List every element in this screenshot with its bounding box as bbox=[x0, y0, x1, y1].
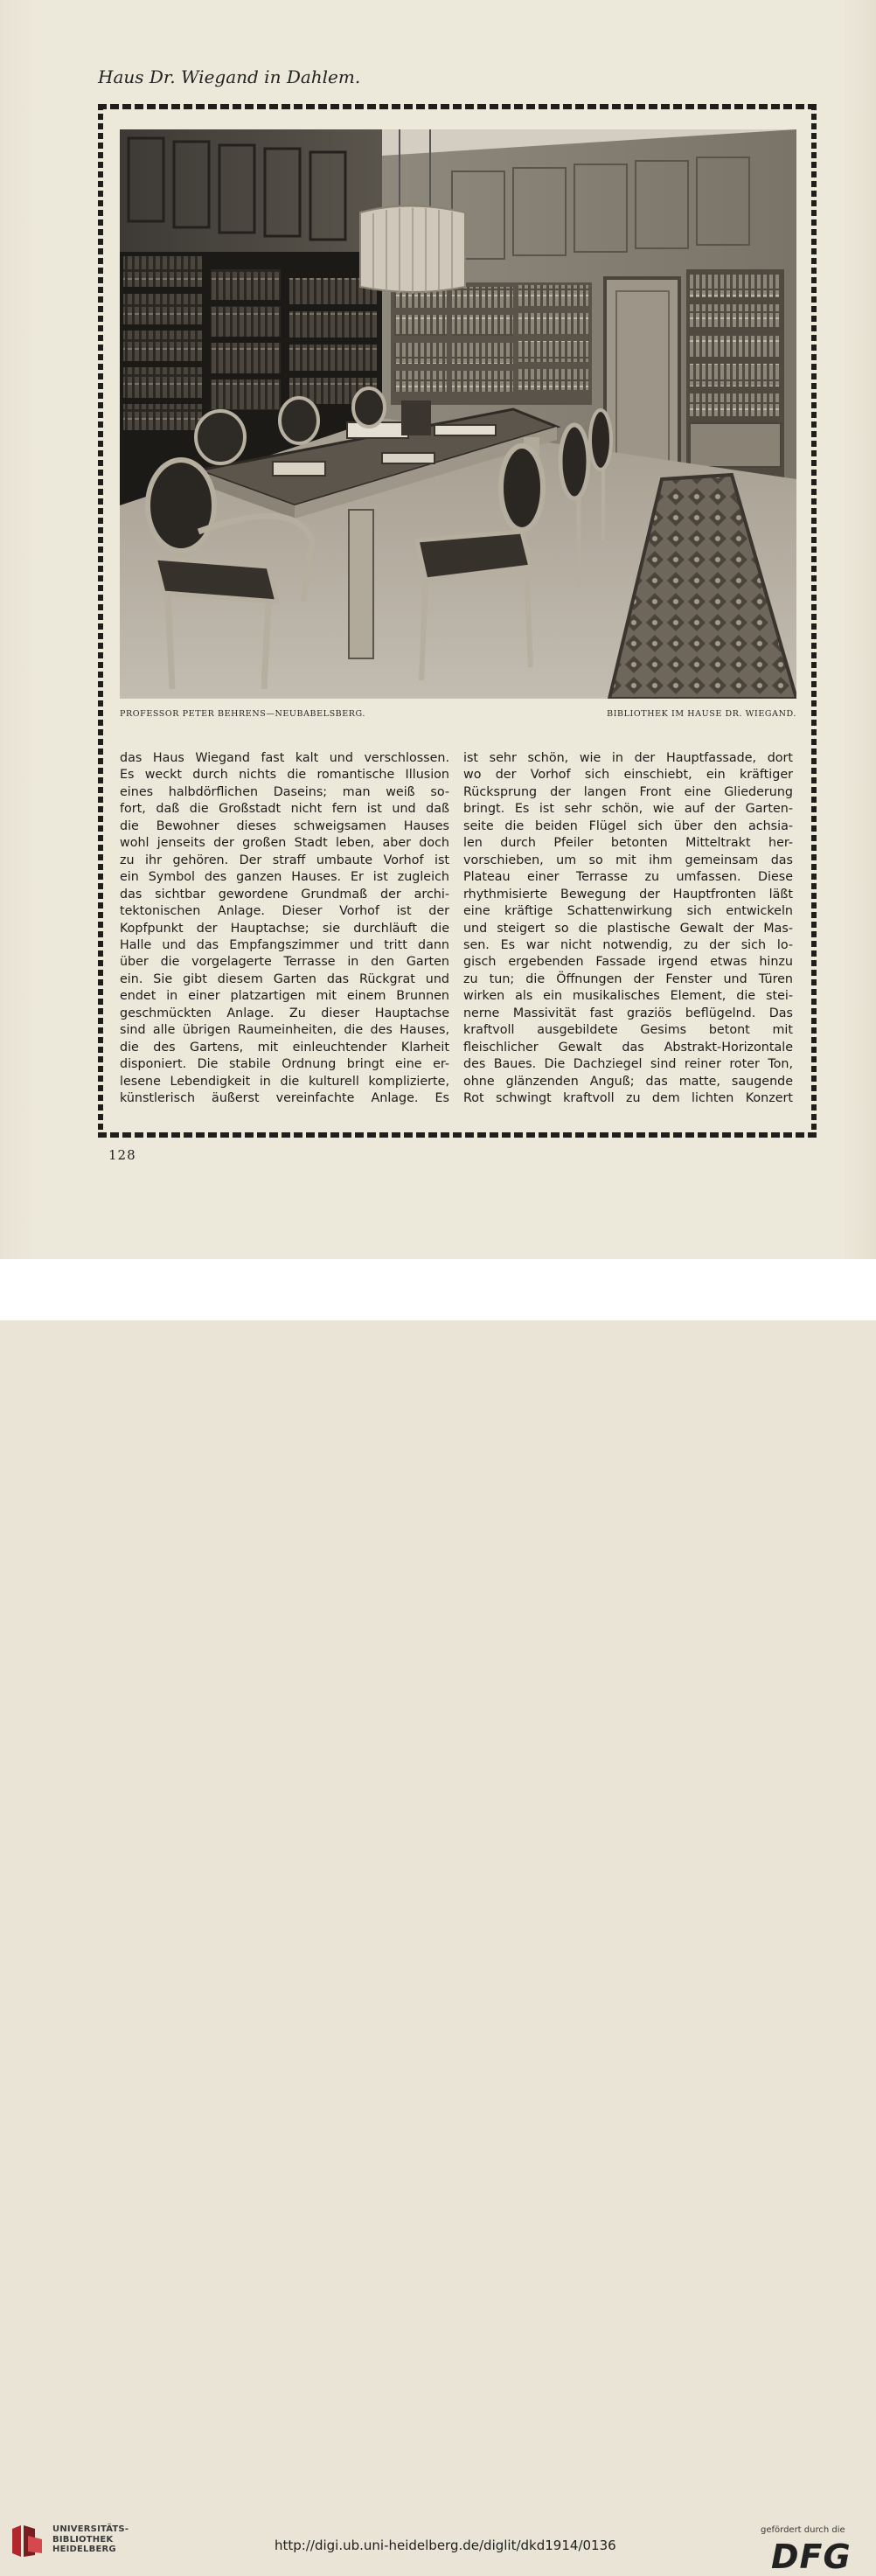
text-line: Plateau einer Terrasse zu umfassen. Diese bbox=[463, 870, 793, 885]
text-line: fort, daß die Großstadt nicht fern ist und daß bbox=[120, 802, 449, 817]
university-library-logo-icon bbox=[9, 2522, 47, 2560]
text-line: bringt. Es ist sehr schön, wie auf der Garten- bbox=[463, 802, 793, 817]
text-line: ohne glänzenden Anguß; das matte, saugende bbox=[463, 1074, 793, 1089]
text-line: wo der Vorhof sich einschiebt, ein kräftiger bbox=[463, 768, 793, 783]
library-name-line-1: UNIVERSITÄTS- bbox=[52, 2524, 129, 2534]
text-line: disponiert. Die stabile Ordnung bringt eine er- bbox=[120, 1057, 449, 1072]
permalink-url[interactable]: http://digi.ub.uni-heidelberg.de/diglit/dkd1914/0136 bbox=[275, 2538, 616, 2553]
frame-left bbox=[98, 104, 103, 1138]
text-line: zu ihr gehören. Der straff umbaute Vorhof ist bbox=[120, 853, 449, 867]
text-line: das sichtbar gewordene Grundmaß der archi- bbox=[120, 887, 449, 902]
text-line: wirken als ein musikalisches Element, die stei- bbox=[463, 989, 793, 1004]
text-line: rhythmisierte Bewegung der Hauptfronten läßt bbox=[463, 887, 793, 902]
library-name-line-2: BIBLIOTHEK bbox=[52, 2534, 114, 2545]
text-line: wohl jenseits der großen Stadt leben, aber doch bbox=[120, 836, 449, 851]
text-line: Rücksprung der langen Front eine Gliederung bbox=[463, 784, 793, 799]
text-line: nerne Massivität fast graziös beflügelnd. Das bbox=[463, 1006, 793, 1020]
text-line: ist sehr schön, wie in der Hauptfassade, dort bbox=[463, 751, 793, 765]
digitization-footer bbox=[0, 1259, 876, 2576]
text-line: ein. Sie gibt diesem Garten das Rückgrat und bbox=[120, 971, 449, 986]
frame-bottom bbox=[98, 1132, 817, 1138]
text-line: eine kräftige Schattenwirkung sich entwickeln bbox=[463, 904, 793, 919]
page-number: 128 bbox=[108, 1147, 136, 1163]
text-line: fleischlicher Gewalt das Abstrakt-Horizontale bbox=[463, 1040, 793, 1055]
text-line: endet in einer platzartigen mit einem Brunnen bbox=[120, 989, 449, 1004]
text-line: und steigert so die plastische Gewalt der Mas- bbox=[463, 921, 793, 936]
library-name-line-3: HEIDELBERG bbox=[52, 2545, 116, 2554]
text-line: ein Symbol des ganzen Hauses. Er ist zugleich bbox=[120, 870, 449, 885]
photo-caption-title: BIBLIOTHEK IM HAUSE DR. WIEGAND. bbox=[607, 709, 796, 719]
frame-top bbox=[98, 104, 817, 109]
text-line: Rot schwingt kraftvoll zu dem lichten Konzert bbox=[463, 1091, 793, 1106]
text-line: vorschieben, um so mit ihm gemeinsam das bbox=[463, 853, 793, 867]
photo-caption-architect: PROFESSOR PETER BEHRENS—NEUBABELSBERG. bbox=[120, 709, 366, 719]
text-line: das Haus Wiegand fast kalt und verschlossen. bbox=[120, 751, 449, 765]
text-line: gisch ergebenden Fassade irgend etwas hinzu bbox=[463, 955, 793, 970]
text-line: kraftvoll ausgebildete Gesims betont mit bbox=[463, 1023, 793, 1038]
funded-by-label: gefördert durch die bbox=[761, 2525, 845, 2535]
text-line: len durch Pfeiler betonten Mitteltrakt her- bbox=[463, 836, 793, 851]
text-column-left bbox=[120, 750, 449, 1108]
text-column-right bbox=[463, 750, 793, 1108]
library-name bbox=[52, 2524, 129, 2555]
scanned-page bbox=[0, 0, 876, 1259]
text-line: sen. Es war nicht notwendig, zu der sich lo- bbox=[463, 937, 793, 952]
library-photograph bbox=[120, 129, 796, 699]
text-line: lesene Lebendigkeit in die kulturell komplizierte, bbox=[120, 1074, 449, 1089]
running-head: Haus Dr. Wiegand in Dahlem. bbox=[98, 66, 361, 87]
dfg-logo: DFG bbox=[771, 2538, 852, 2576]
text-line: Es weckt durch nichts die romantische Illusion bbox=[120, 768, 449, 783]
text-line: Halle und das Empfangszimmer und tritt dann bbox=[120, 937, 449, 952]
text-line: über die vorgelagerte Terrasse in den Garten bbox=[120, 955, 449, 970]
text-line: tektonischen Anlage. Dieser Vorhof ist der bbox=[120, 904, 449, 919]
text-line: des Baues. Die Dachziegel sind reiner roter Ton, bbox=[463, 1057, 793, 1072]
text-line: zu tun; die Öffnungen der Fenster und Türen bbox=[463, 971, 793, 986]
text-line: Kopfpunkt der Hauptachse; sie durchläuft die bbox=[120, 921, 449, 936]
text-line: eines halbdörflichen Daseins; man weiß so- bbox=[120, 784, 449, 799]
text-line: künstlerisch äußerst vereinfachte Anlage. Es bbox=[120, 1091, 449, 1106]
text-line: geschmückten Anlage. Zu dieser Hauptachse bbox=[120, 1006, 449, 1020]
frame-right bbox=[811, 104, 817, 1138]
text-line: sind alle übrigen Raumeinheiten, die des Hauses, bbox=[120, 1023, 449, 1038]
text-line: seite die beiden Flügel sich über den achsia- bbox=[463, 818, 793, 833]
text-line: die des Gartens, mit einleuchtender Klarheit bbox=[120, 1040, 449, 1055]
text-line: die Bewohner dieses schweigsamen Hauses bbox=[120, 818, 449, 833]
